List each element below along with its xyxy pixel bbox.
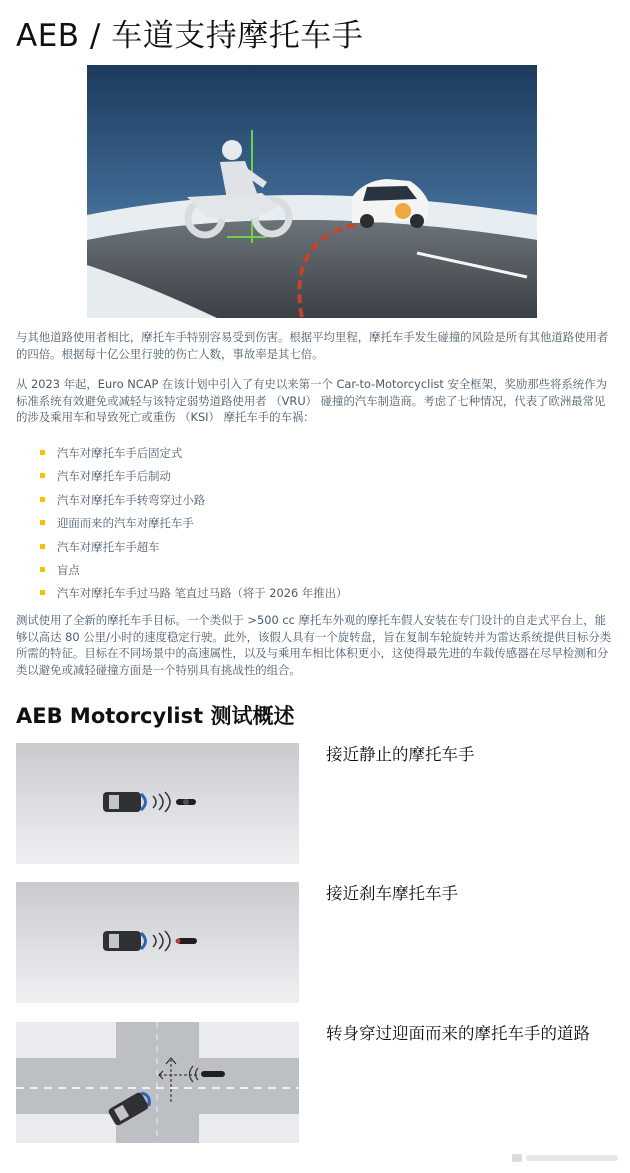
bullet-marker — [40, 590, 45, 595]
list-item — [40, 559, 347, 582]
scope-paragraph: 从 2023 年起，Euro NCAP 在该计划中引入了有史以来第一个 Car-to-Motorcyclist 安全框架，奖励那些将系统作为标准系统有效避免或减轻与该特定弱势道路使用者 （VRU） 碰撞的汽车制造商。考虑了七种情况，代表了欧洲最常见的涉及乘用车和导致死亡或重伤 （KSI） 摩托车手的车祸： — [16, 377, 607, 424]
target-paragraph: 测试使用了全新的摩托车手目标。一个类似于 >500 cc 摩托车外观的摩托车假人安装在专门设计的自走式平台上，能够以高达 80 公里/小时的速度稳定行驶。此外，该假人具有一个旋转盘，旨在复制车轮旋转并为雷达系统提供目标分类所需的特征。目标在不同场景中的高速属性，以及与乘用车相比体积更小，这使得最先进的车载传感器在尽早检测和分类以避免或减轻碰撞方面是一个特别具有挑战性的组合。 — [16, 613, 612, 677]
scenario-image-braking — [16, 882, 299, 1003]
page-title: AEB / 车道支持摩托车手 — [16, 18, 364, 54]
watermark-logo — [512, 1151, 622, 1165]
hero-image — [87, 65, 537, 318]
section-title: AEB Motorcylist 测试概述 — [16, 704, 295, 728]
list-item-text: 汽车对摩托车手后固定式 — [57, 446, 183, 460]
scenario-image-stationary — [16, 743, 299, 864]
bullet-marker — [40, 567, 45, 572]
intro-paragraph: 与其他道路使用者相比，摩托车手特别容易受到伤害。根据平均里程，摩托车手发生碰撞的风险是所有其他道路使用者的四倍。根据每十亿公里行驶的伤亡人数，事故率是其七倍。 — [16, 330, 609, 361]
bullet-marker — [40, 473, 45, 478]
scenario-label-turn-across: 转身穿过迎面而来的摩托车手的道路 — [326, 1024, 590, 1043]
list-item-text: 迎面而来的汽车对摩托车手 — [57, 516, 194, 531]
list-item-text: 汽车对摩托车手后制动 — [57, 469, 171, 484]
list-item — [40, 465, 347, 488]
bullet-marker — [40, 544, 45, 549]
list-item — [40, 512, 347, 535]
bullet-marker — [40, 497, 45, 502]
scenario-list — [40, 442, 347, 606]
list-item — [40, 442, 347, 465]
list-item-text: 汽车对摩托车手转弯穿过小路 — [57, 492, 206, 507]
list-item — [40, 489, 347, 512]
list-item-text: 盲点 — [57, 563, 80, 578]
list-item — [40, 582, 347, 605]
bullet-marker — [40, 450, 45, 455]
list-item-text: 汽车对摩托车手超车 — [57, 539, 160, 554]
scenario-label-stationary: 接近静止的摩托车手 — [326, 745, 475, 764]
scenario-image-turn-across — [16, 1022, 299, 1143]
list-item-text: 汽车对摩托车手过马路 笔直过马路（将于 2026 年推出） — [57, 586, 348, 601]
bullet-marker — [40, 520, 45, 525]
scenario-label-braking: 接近刹车摩托车手 — [326, 884, 458, 903]
list-item — [40, 536, 347, 559]
